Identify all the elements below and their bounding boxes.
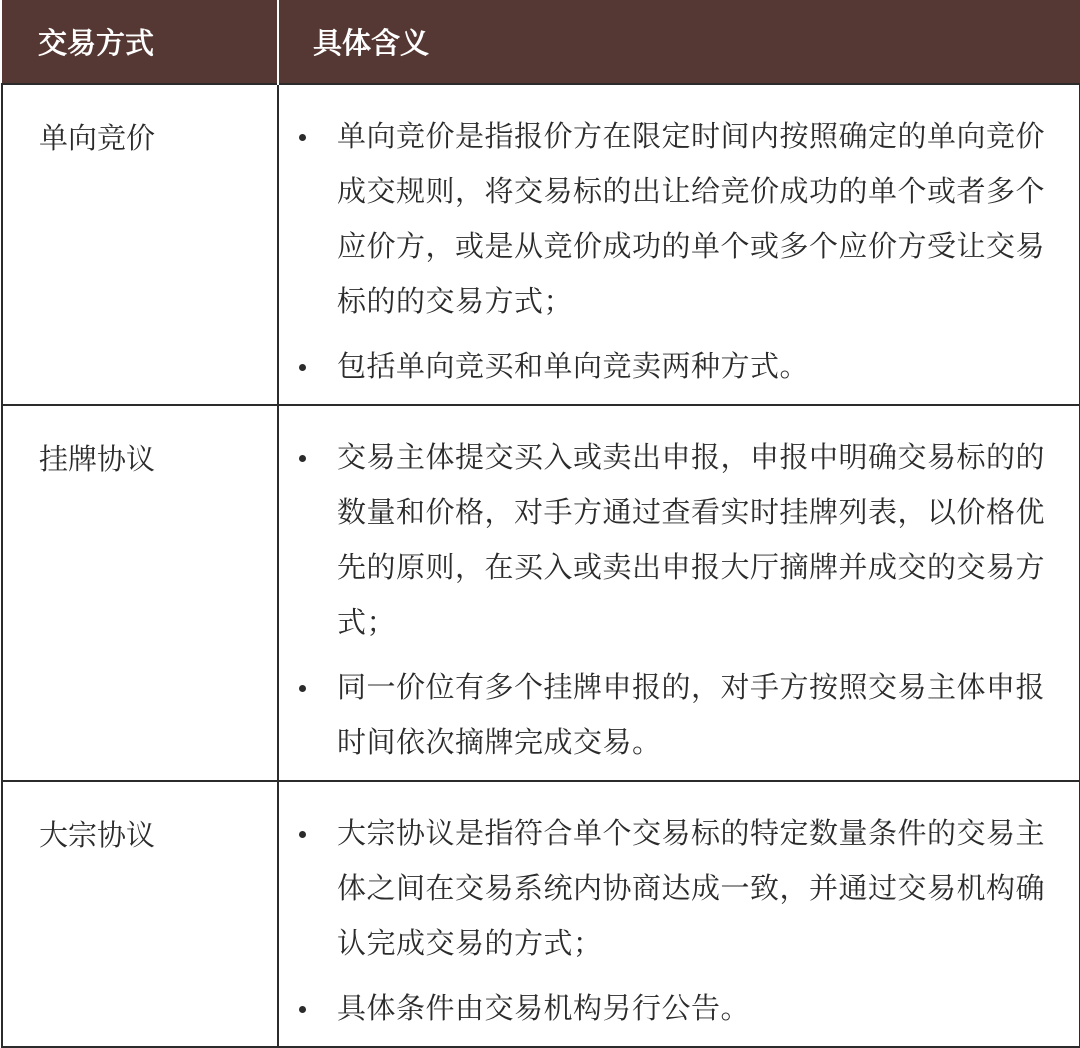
trading-method-cell: 挂牌协议 bbox=[2, 405, 278, 781]
list-item bbox=[297, 806, 1063, 971]
trading-method-cell: 单向竞价 bbox=[2, 84, 278, 405]
bullet-dot-icon bbox=[297, 430, 321, 485]
meaning-cell bbox=[278, 84, 1080, 405]
bullet-list bbox=[297, 430, 1063, 770]
table-header-row bbox=[2, 0, 1080, 84]
header-trading-method: 交易方式 bbox=[2, 0, 278, 84]
bullet-dot-icon bbox=[297, 660, 321, 715]
meaning-cell bbox=[278, 781, 1080, 1047]
list-item bbox=[297, 339, 1063, 394]
table-header bbox=[2, 0, 1080, 84]
bullet-text: 交易主体提交买入或卖出申报，申报中明确交易标的的数量和价格，对手方通过查看实时挂牌列表，以价格优先的原则，在买入或卖出申报大厅摘牌并成交的交易方式； bbox=[337, 440, 1046, 639]
bullet-text: 包括单向竞买和单向竞卖两种方式。 bbox=[337, 349, 810, 383]
bullet-list bbox=[297, 109, 1063, 394]
bullet-dot-icon bbox=[297, 806, 321, 861]
bullet-text: 具体条件由交易机构另行公告。 bbox=[337, 991, 751, 1025]
table-row bbox=[2, 84, 1080, 405]
list-item bbox=[297, 660, 1063, 770]
table-body bbox=[2, 84, 1080, 1047]
bullet-list bbox=[297, 806, 1063, 1036]
bullet-text: 大宗协议是指符合单个交易标的特定数量条件的交易主体之间在交易系统内协商达成一致，并通过交易机构确认完成交易的方式； bbox=[337, 816, 1046, 960]
table-row bbox=[2, 405, 1080, 781]
bullet-text: 同一价位有多个挂牌申报的，对手方按照交易主体申报时间依次摘牌完成交易。 bbox=[337, 670, 1046, 759]
list-item bbox=[297, 981, 1063, 1036]
trading-methods-table bbox=[1, 0, 1080, 1048]
list-item bbox=[297, 109, 1063, 329]
header-specific-meaning: 具体含义 bbox=[278, 0, 1080, 84]
bullet-dot-icon bbox=[297, 109, 321, 164]
list-item bbox=[297, 430, 1063, 650]
meaning-cell bbox=[278, 405, 1080, 781]
trading-method-cell: 大宗协议 bbox=[2, 781, 278, 1047]
bullet-text: 单向竞价是指报价方在限定时间内按照确定的单向竞价成交规则，将交易标的出让给竞价成功的单个或者多个应价方，或是从竞价成功的单个或多个应价方受让交易标的的交易方式； bbox=[337, 119, 1046, 318]
table-row bbox=[2, 781, 1080, 1047]
bullet-dot-icon bbox=[297, 339, 321, 394]
bullet-dot-icon bbox=[297, 981, 321, 1036]
